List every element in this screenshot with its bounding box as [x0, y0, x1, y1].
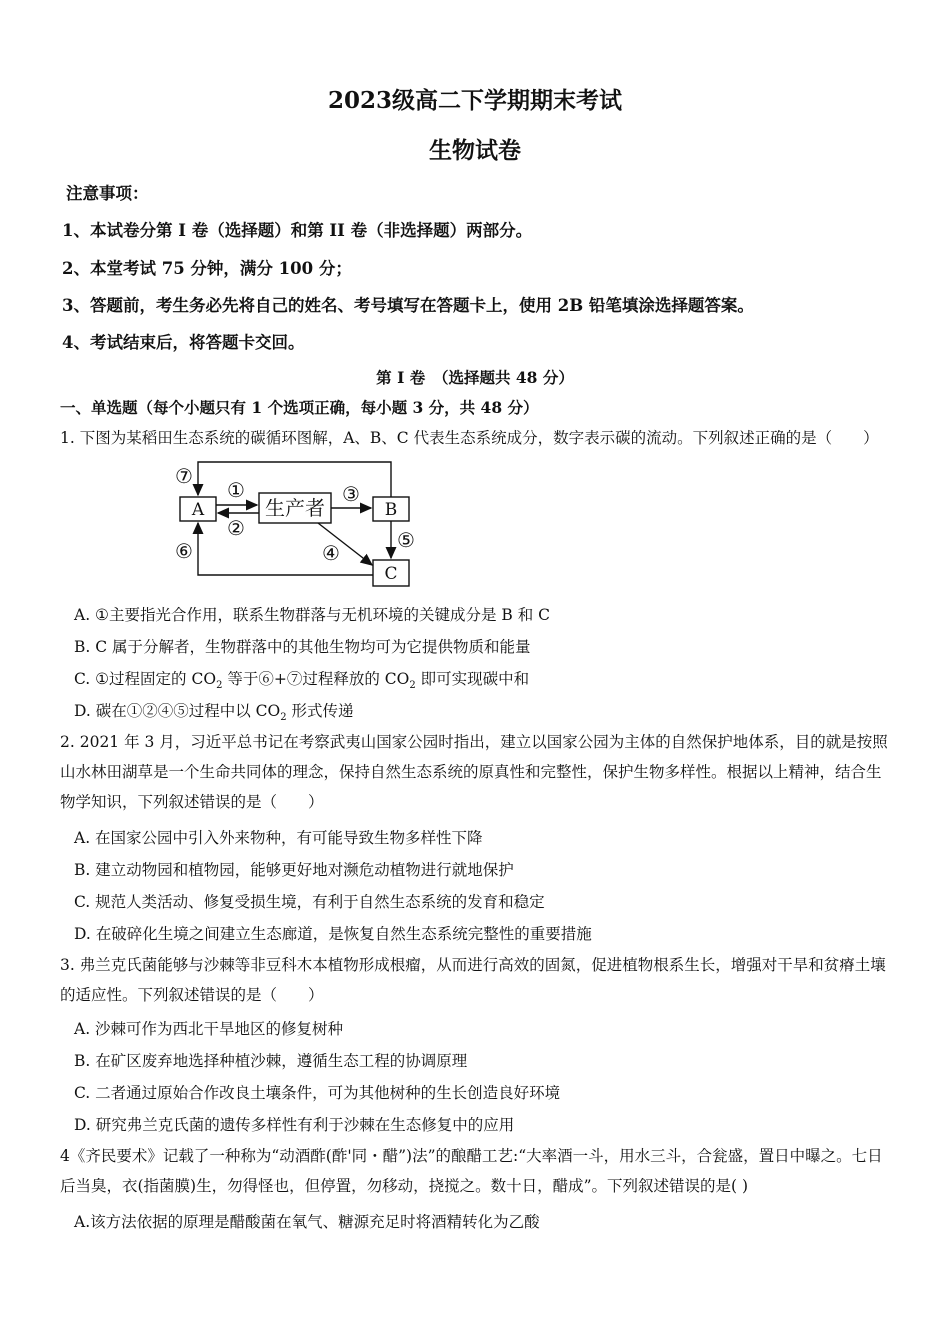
question-4-stem: 4《齐民要术》记载了一种称为“动酒酢(酢'同・醋”)法”的酿醋工艺:“大率酒一斗，用水三斗，合瓮盛，置日中曝之。七日后当臭，衣(指菌膜)生，勿得怪也，但停置，勿移动，挠搅之。数十日，醋成”。下列叙述错误的是( ) [60, 1147, 883, 1195]
notice-item-3: 3、答题前，考生务必先将自己的姓名、考号填写在答题卡上，使用 2B 铅笔填涂选择题答案。 [62, 296, 754, 315]
q2-option-c: C. 规范人类活动、修复受损生境，有利于自然生态系统的发育和稳定 [74, 893, 545, 911]
q3-option-d: D. 研究弗兰克氏菌的遗传多样性有利于沙棘在生态修复中的应用 [74, 1116, 515, 1134]
node-producer-label: 生产者 [265, 496, 325, 520]
q3-option-c: C. 二者通过原始合作改良土壤条件，可为其他树种的生长创造良好环境 [74, 1084, 561, 1102]
node-b-label: B [384, 500, 398, 520]
q3-option-a: A. 沙棘可作为西北干旱地区的修复树种 [74, 1020, 344, 1038]
node-c-label: C [384, 564, 398, 584]
part1-heading: 第 I 卷 （选择题共 48 分） [376, 368, 574, 387]
label-5: ⑤ [397, 528, 415, 552]
q1-option-b: B. C 属于分解者，生物群落中的其他生物均可为它提供物质和能量 [74, 638, 531, 656]
label-4: ④ [322, 541, 340, 565]
q1-option-a: A. ①主要指光合作用，联系生物群落与无机环境的关键成分是 B 和 C [74, 606, 550, 624]
q1-option-c: C. ①过程固定的 $CO_2$ 等于⑥+⑦过程释放的 $CO_2$ 即可实现碳中和 [74, 670, 530, 692]
label-6: ⑥ [175, 539, 193, 563]
exam-subtitle: 生物试卷 [429, 137, 521, 164]
q3-option-b: B. 在矿区废弃地选择种植沙棘，遵循生态工程的协调原理 [74, 1052, 468, 1070]
label-3: ③ [342, 482, 360, 506]
notice-heading: 注意事项： [66, 184, 149, 203]
q2-option-a: A. 在国家公园中引入外来物种，有可能导致生物多样性下降 [74, 829, 483, 847]
question-2-stem: 2. 2021 年 3 月，习近平总书记在考察武夷山国家公园时指出，建立以国家公园为主体的自然保护地体系，目的就是按照山水林田湖草是一个生命共同体的理念，保持自然生态系统的原真性和完整性，保护生物多样性。根据以上精神，结合生物学知识，下列叙述错误的是（ ） [60, 733, 888, 811]
q4-option-a: A.该方法依据的原理是醋酸菌在氧气、糖源充足时将酒精转化为乙酸 [74, 1213, 540, 1231]
exam-title: 2023级高二下学期期末考试 [327, 87, 622, 114]
notice-item-2: 2、本堂考试 75 分钟，满分 100 分； [62, 259, 352, 278]
notice-item-1: 1、本试卷分第 I 卷（选择题）和第 II 卷（非选择题）两部分。 [62, 221, 533, 240]
question-3-stem: 3. 弗兰克氏菌能够与沙棘等非豆科木本植物形成根瘤，从而进行高效的固氮，促进植物根系生长，增强对干旱和贫瘠土壤的适应性。下列叙述错误的是（ ） [60, 956, 886, 1004]
label-1: ① [227, 478, 245, 502]
label-2: ② [227, 516, 245, 540]
carbon-cycle-diagram [168, 457, 428, 592]
node-a-label: A [191, 500, 205, 520]
arrow-6 [198, 523, 373, 575]
notice-item-4: 4、考试结束后，将答题卡交回。 [62, 333, 305, 352]
section-heading: 一、单选题（每个小题只有 1 个选项正确，每小题 3 分，共 48 分） [60, 398, 539, 417]
q2-option-d: D. 在破碎化生境之间建立生态廊道，是恢复自然生态系统完整性的重要措施 [74, 925, 592, 943]
question-1-stem: 1. 下图为某稻田生态系统的碳循环图解，A、B、C 代表生态系统成分，数字表示碳的流动。下列叙述正确的是（ ） [60, 429, 879, 447]
q1-option-d: D. 碳在①②④⑤过程中以 $CO_2$ 形式传递 [74, 702, 354, 724]
label-7: ⑦ [175, 464, 193, 488]
q2-option-b: B. 建立动物园和植物园，能够更好地对濒危动植物进行就地保护 [74, 861, 514, 879]
